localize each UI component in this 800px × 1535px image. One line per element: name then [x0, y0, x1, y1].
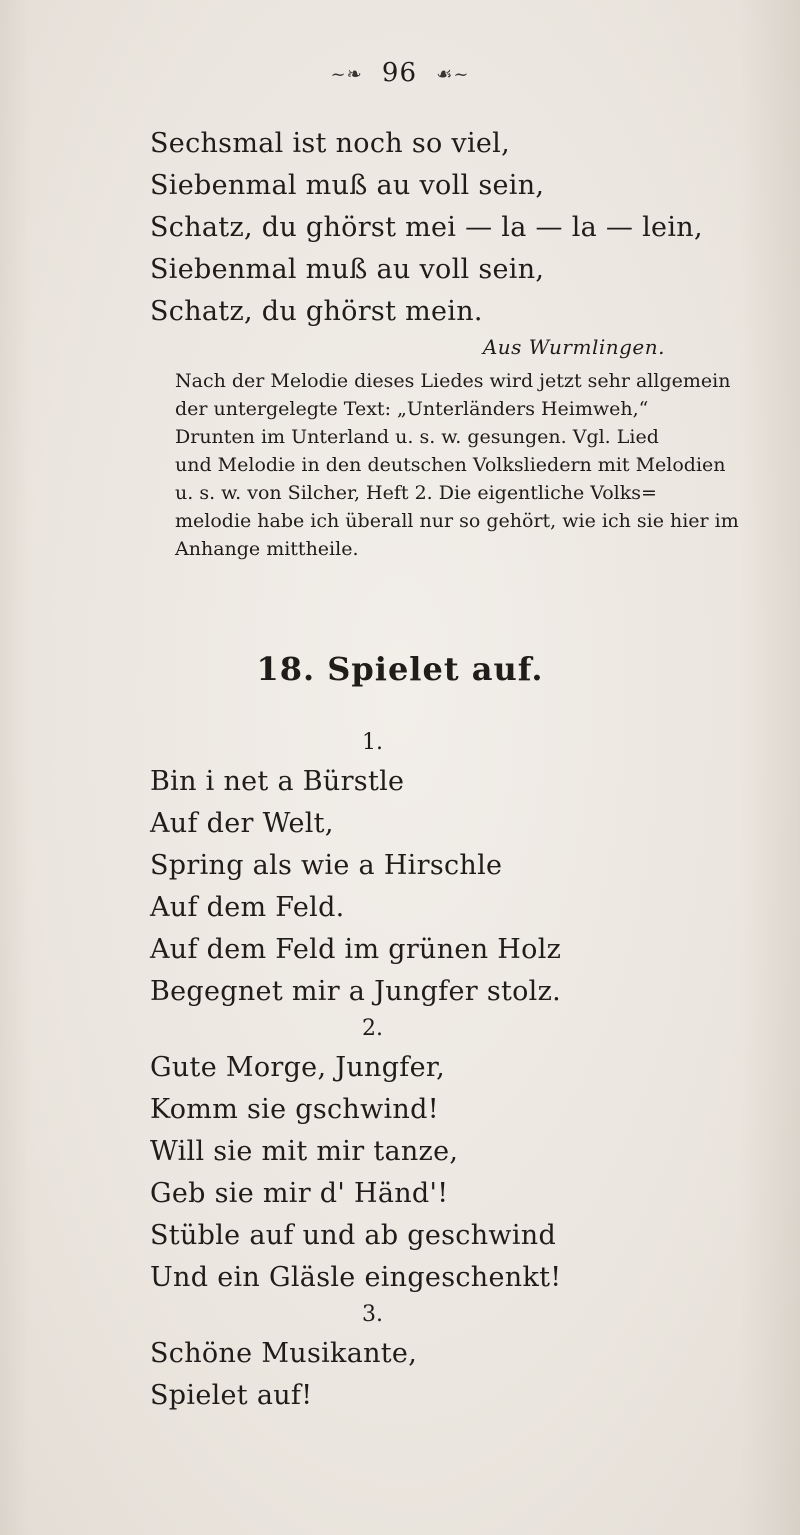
stanza-number: 1. — [362, 730, 383, 755]
verse-line: Und ein Gläsle eingeschenkt! — [150, 1262, 562, 1293]
verse-line: Geb sie mir d' Händ'! — [150, 1178, 449, 1209]
verse-line: Bin i net a Bürstle — [150, 766, 405, 797]
note-line: und Melodie in den deutschen Volksliedern mit Melodien — [175, 454, 726, 476]
stanza-number: 3. — [362, 1302, 383, 1327]
note-line: Anhange mittheile. — [175, 538, 359, 560]
note-line: der untergelegte Text: „Unterländers Heimweh,“ — [175, 398, 649, 420]
song-title: 18. Spielet auf. — [256, 650, 544, 688]
verse-line: Gute Morge, Jungfer, — [150, 1052, 445, 1083]
verse-line: Auf dem Feld. — [150, 892, 345, 923]
ornament-left-icon: ~❧ — [330, 63, 363, 85]
verse-line: Spielet auf! — [150, 1380, 313, 1411]
page-number: 96 — [381, 58, 418, 88]
verse-line: Komm sie gschwind! — [150, 1094, 439, 1125]
stanza-number: 2. — [362, 1016, 383, 1041]
source-attribution: Aus Wurmlingen. — [482, 335, 665, 359]
ornament-right-icon: ☙~ — [436, 63, 470, 85]
verse-line: Auf dem Feld im grünen Holz — [150, 934, 562, 965]
verse-line: Spring als wie a Hirschle — [150, 850, 503, 881]
note-line: Drunten im Unterland u. s. w. gesungen. Vgl. Lied — [175, 426, 659, 448]
verse-line: Auf der Welt, — [150, 808, 334, 839]
verse-line: Begegnet mir a Jungfer stolz. — [150, 976, 562, 1007]
verse-line: Schatz, du ghörst mei — la — la — lein, — [150, 212, 703, 243]
verse-line: Stüble auf und ab geschwind — [150, 1220, 557, 1251]
verse-line: Sechsmal ist noch so viel, — [150, 128, 510, 159]
note-line: Nach der Melodie dieses Liedes wird jetzt sehr allgemein — [175, 370, 731, 392]
verse-line: Will sie mit mir tanze, — [150, 1136, 459, 1167]
verse-line: Siebenmal muß au voll sein, — [150, 254, 545, 285]
note-line: u. s. w. von Silcher, Heft 2. Die eigentliche Volks= — [175, 482, 657, 504]
verse-line: Schatz, du ghörst mein. — [150, 296, 483, 327]
page-header — [0, 58, 800, 88]
verse-line: Schöne Musikante, — [150, 1338, 418, 1369]
verse-line: Siebenmal muß au voll sein, — [150, 170, 545, 201]
note-line: melodie habe ich überall nur so gehört, wie ich sie hier im — [175, 510, 739, 532]
